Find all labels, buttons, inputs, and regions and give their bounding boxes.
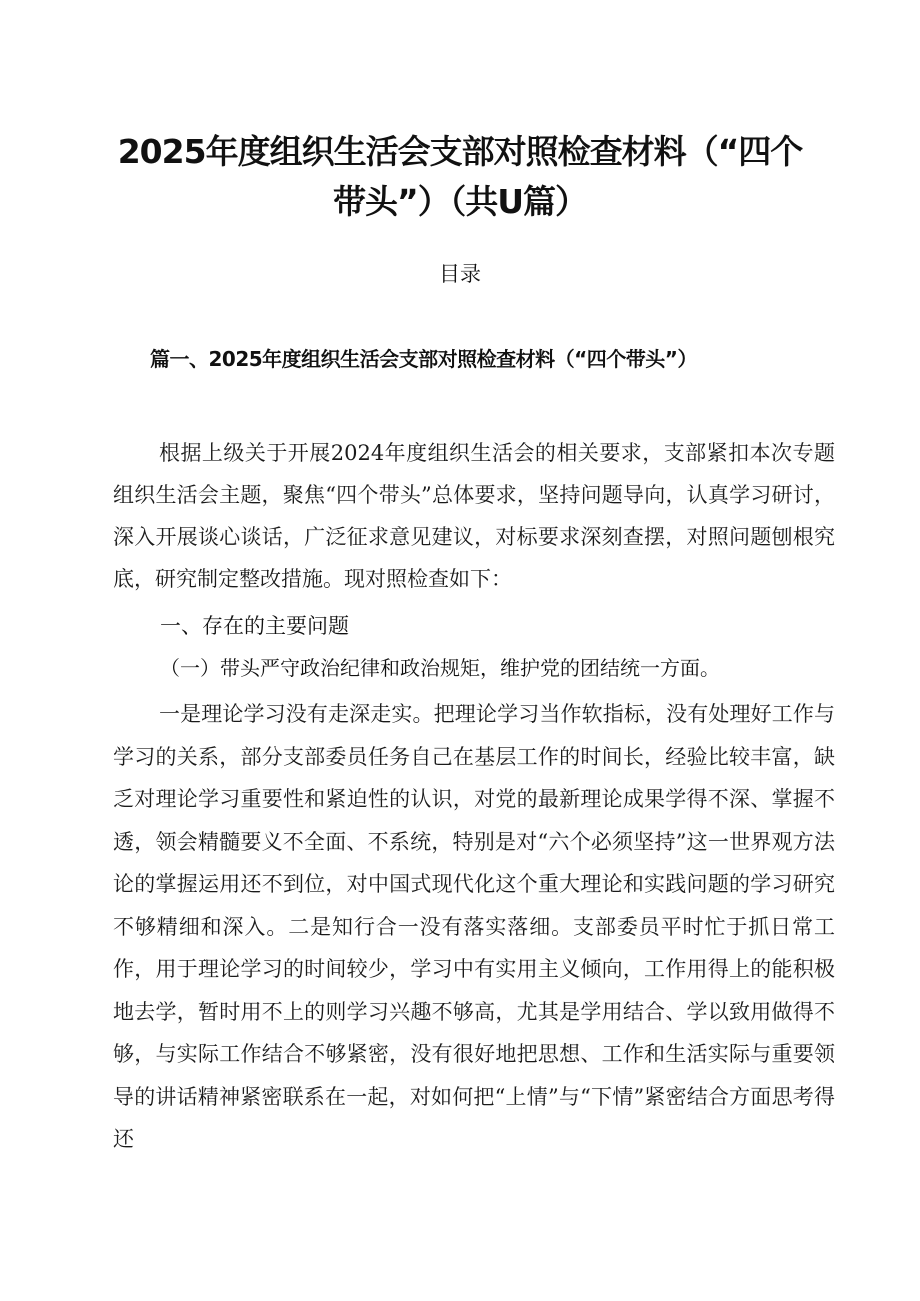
document-title-line-1: 2025年度组织生活会支部对照检查材料（“四个 [117, 132, 803, 171]
section-heading: 一、存在的主要问题 [160, 614, 349, 638]
main-paragraph: 一是理论学习没有走深走实。把理论学习当作软指标，没有处理好工作与学习的关系，部分支部委员任务自己在基层工作的时间长，经验比较丰富，缺乏对理论学习重要性和紧迫性的认识，对党的最新理论成果学得不深、掌握不透，领会精髓要义不全面、不系统，特别是对“六个必须坚持”这一世界观方法论的掌握运用还不到位，对中国式现代化这个重大理论和实践问题的学习研究不够精细和深入。二是知行合一没有落实落细。支部委员平时忙于抓日常工作，用于理论学习的时间较少，学习中有实用主义倾向，工作用得上的能积极地去学，暂时用不上的则学习兴趣不够高，尤其是学用结合、学以致用做得不够，与实际工作结合不够紧密，没有很好地把思想、工作和生活实际与重要领导的讲话精神紧密联系在一起，对如何把“上情”与“下情”紧密结合方面思考得还 [113, 702, 835, 1151]
toc-entry: 篇一、2025年度组织生活会支部对照检查材料（“四个带头”） [150, 347, 697, 371]
document-title-line-2: 带头”）（共U篇） [333, 182, 587, 221]
sub-heading: （一）带头严守政治纪律和政治规矩，维护党的团结统一方面。 [160, 656, 720, 680]
intro-paragraph: 根据上级关于开展2024年度组织生活会的相关要求，支部紧扣本次专题组织生活会主题，聚焦“四个带头”总体要求，坚持问题导向，认真学习研讨，深入开展谈心谈话，广泛征求意见建议，对标要求深刻查摆，对照问题刨根究底，研究制定整改措施。现对照检查如下： [113, 441, 835, 591]
toc-heading: 目录 [439, 262, 481, 286]
